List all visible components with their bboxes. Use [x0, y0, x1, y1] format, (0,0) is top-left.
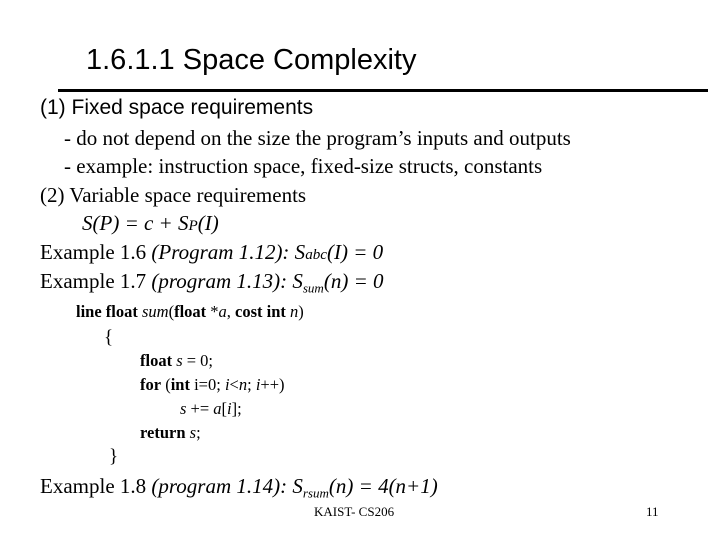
code-close-brace: } — [109, 446, 119, 467]
example-1-6-label: Example 1.6 — [40, 240, 152, 264]
example-1-8-label: Example 1.8 — [40, 474, 152, 498]
page-number: 11 — [646, 504, 659, 519]
code-text: ; — [196, 423, 201, 442]
code-text: ( — [161, 375, 171, 394]
code-text: [ — [221, 399, 228, 418]
formula-subscript: P — [188, 218, 198, 234]
example-1-6-subscript: abc — [305, 247, 328, 263]
fixed-space-heading: (1) Fixed space requirements — [40, 96, 314, 119]
code-var-a: a — [213, 399, 222, 418]
example-1-7 — [40, 267, 384, 295]
example-1-8-subscript: rsum — [302, 485, 329, 501]
slide-title: 1.6.1.1 Space Complexity — [86, 44, 417, 76]
code-text: < — [229, 375, 239, 394]
code-param-a: a — [218, 302, 227, 321]
code-paren: ( — [168, 302, 175, 321]
code-comma: , — [226, 302, 236, 321]
code-keyword: cost int — [235, 302, 291, 321]
code-open-brace: { — [104, 327, 114, 348]
code-function-name: sum — [142, 302, 169, 321]
example-1-7-program: (program 1.13): S — [151, 269, 303, 293]
code-text: ]; — [231, 399, 242, 418]
example-1-7-subscript: sum — [302, 280, 324, 296]
code-pointer: * — [206, 302, 219, 321]
code-keyword: float — [174, 302, 207, 321]
code-var-s: s — [176, 351, 183, 370]
example-1-7-tail: (n) = 0 — [323, 269, 384, 293]
code-line-3 — [180, 398, 242, 420]
formula-rhs: (I) — [197, 211, 219, 235]
variable-space-heading: (2) Variable space requirements — [40, 183, 307, 207]
code-text: ++) — [260, 375, 285, 394]
formula-lhs: S(P) = c + S — [82, 211, 189, 235]
code-var-s: s — [189, 423, 197, 442]
fixed-space-item-2: - example: instruction space, fixed-size structs, constants — [64, 154, 543, 178]
example-1-6-program: (Program 1.12): S — [151, 240, 306, 264]
fixed-space-item-1: - do not depend on the size the program’s inputs and outputs — [64, 126, 571, 150]
code-var-n: n — [238, 375, 248, 394]
example-1-8-program: (program 1.14): S — [151, 474, 303, 498]
example-1-7-label: Example 1.7 — [40, 269, 152, 293]
code-keyword: int — [170, 375, 190, 394]
title-underline — [58, 89, 708, 92]
code-var-i: i — [255, 375, 261, 394]
code-signature — [76, 301, 304, 323]
code-text: += — [186, 399, 214, 418]
code-line-1 — [140, 350, 213, 372]
code-line-2 — [140, 374, 285, 396]
example-1-6 — [40, 238, 383, 269]
code-line-4 — [140, 422, 201, 444]
code-var-i: i — [224, 375, 230, 394]
code-keyword: line float — [76, 302, 142, 321]
code-var-s: s — [180, 399, 187, 418]
code-keyword: float — [140, 351, 177, 370]
code-text: ; — [247, 375, 256, 394]
code-text: = 0; — [182, 351, 214, 370]
code-var-i: i — [227, 399, 232, 418]
example-1-8-tail: (n) = 4(n+1) — [328, 474, 438, 498]
code-text: i=0; — [189, 375, 225, 394]
code-keyword: for — [140, 375, 162, 394]
footer-course: KAIST- CS206 — [314, 504, 395, 519]
space-formula — [82, 209, 219, 240]
example-1-8 — [40, 472, 438, 500]
code-paren: ) — [298, 302, 304, 321]
code-keyword: return — [140, 423, 190, 442]
example-1-6-tail: (I) = 0 — [327, 240, 384, 264]
code-param-n: n — [290, 302, 299, 321]
